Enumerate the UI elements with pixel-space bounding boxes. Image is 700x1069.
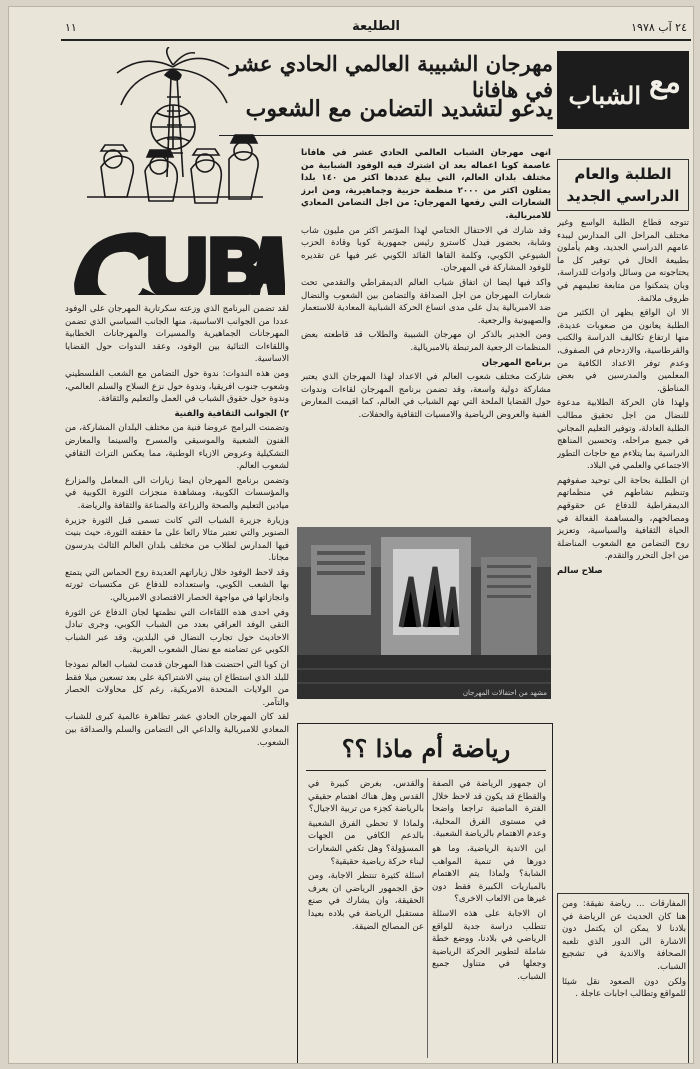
riyada-column-left	[308, 778, 424, 1060]
section-word-shabab: الشباب	[568, 81, 641, 110]
festival-illustration	[61, 47, 285, 295]
photo-caption: مشهد من احتفالات المهرجان	[462, 689, 547, 697]
main-article-paragraph: ومن الجدير بالذكر ان مهرجان الشبيبة والطلاب قد قاطعته بعض المنظمات الرجعية المرتبطة بالامبريالية.	[301, 330, 551, 353]
side-article-byline: صلاح سالم	[557, 566, 603, 577]
riyada-paragraph: اسئلة كثيرة تنتظر الاجابة، ومن حق الجمهور الرياضي ان يعرف الحقيقة، وان يشارك في صنع مستقبل الرياضة في بلاده بعيدا عن المصالح الضيقة.	[308, 871, 424, 932]
publication-name: الطليعة	[352, 19, 400, 34]
side-box-mufaraqat	[557, 893, 689, 1064]
running-head	[61, 17, 691, 41]
issue-date: ٢٤ آب ١٩٧٨	[631, 21, 687, 34]
side-article-paragraph: ولهذا فان الحركة الطلابية مدعوة للنضال من اجل تحقيق مطالب الطلبة العادلة، وتوفير التعليم المجاني في جميع مراحله، وتحسين المناهج الدراسية بما يتلاءم مع حاجات التطور الاجتماعي والعلمي في البلاد.	[557, 398, 689, 472]
riyada-rule	[306, 770, 546, 771]
main-article-paragraph: وزيارة جزيرة الشباب التي كانت تسمى قبل الثورة جزيرة الصنوبر والتي تعتبر مثالا رائعا على ما حققته الثورة، حيث بنيت فيها المدارس لطلاب من مختلف بلدان العالم الثالث يدرسون مجانا.	[65, 515, 289, 564]
riyada-paragraph: اين الاندية الرياضية، وما هو دورها في تنمية المواهب الشابة؟ ولماذا يتم الاهتمام بالمباريات الكبيرة فقط دون غيرها من الالعاب الاخرى؟	[432, 843, 546, 905]
main-article-subheading: ٢) الجوانب الثقافية والفنية	[174, 408, 289, 419]
main-article-paragraph: وقد لاحظ الوفود خلال زياراتهم العديدة روح الحماس التي يتمتع بها الشعب الكوبي، واستعداده للدفاع عن مكتسبات ثورته وانجازاتها في مواجهة الحصار الاقتصادي الامبريالي.	[65, 567, 289, 604]
main-article-paragraph: وتضمنت البرامج عروضا فنية من مختلف البلدان المشاركة، من الفنون الشعبية والموسيقى والمسرح والسينما والمعارض التشكيلية وعروض الازياء الوطنية، مما يعكس التراث الثقافي لشعوب العالم.	[65, 423, 289, 472]
main-article-mid-column	[301, 147, 551, 509]
main-article-left-column	[65, 303, 289, 1064]
festival-photo	[297, 527, 551, 699]
side-box-paragraph: ولكن دون الصعود نقل شيئا للمواقع وتطالب اجابات عاجلة .	[562, 976, 686, 1000]
riyada-box	[297, 723, 553, 1064]
riyada-paragraph: ان جمهور الرياضة في الصفة والقطاع قد يكون قد لاحظ خلال الفترة الماضية تراجعا واضحا في مستوى الفرق المحلية، وعدم الاهتمام بالرياضة الشعبية.	[432, 779, 546, 840]
main-article-paragraph: وتضمن برنامج المهرجان ايضا زيارات الى المعامل والمزارع والمؤسسات الكوبية، ومشاهدة منجزات الثورة الكوبية في ميادين التعليم والصحة والزراعة والصناعة والثقافة والرياضة.	[65, 475, 289, 511]
main-subheadline: يدعو لتشديد التضامن مع الشعوب	[245, 96, 553, 122]
side-article-column	[557, 217, 689, 899]
riyada-paragraph: والقدس، بغرض كبيرة في القدس وهل هناك اهتمام حقيقي بالرياضة كجزء من تربية الاجيال؟	[308, 779, 424, 815]
side-box-paragraph: المفارقات ... رياضة نفيقة: ومن هنا كان الحديث عن الرياضة في بلادنا لا يمكن ان يكتمل دون الاشارة الى الدور الذي تلعبه الصحافة والاندية في تشجيع الشباب.	[562, 899, 686, 972]
riyada-paragraph: ان الاجابة على هذه الاسئلة تتطلب دراسة جدية للواقع الرياضي في بلادنا، ووضع خطة شاملة لتطوير الحركة الرياضية وجعلها في متناول جميع الشباب.	[432, 908, 546, 982]
side-article-title: الطلبة والعام الدراسي الجديد	[557, 159, 689, 211]
main-article-paragraph: وقد شارك في الاحتفال الختامي لهذا المؤتمر اكثر من مليون شاب وشابة، بحضور فيدل كاسترو رئيس جمهورية كوبا وقادة الحزب الشيوعي الكوبي، وكلمة القاها القائد الكوبي عبر فيها عن تقديره للوفود المشاركة في المهرجان.	[301, 225, 551, 274]
riyada-paragraph: ولماذا لا تحظى الفرق الشعبية بالدعم الكافي من الجهات المسؤولة؟ وهل تكفي الشعارات لبناء حركة رياضية حقيقية؟	[308, 818, 424, 867]
side-box-text	[562, 898, 686, 1062]
main-article-paragraph: ان كوبا التي احتضنت هذا المهرجان قدمت لشباب العالم نموذجا للبلد الذي استطاع ان يبني الاشتراكية على بعد تسعين ميلا فقط من الولايات المتحدة الامريكية، رغم كل محاولات الحصار والتآمر.	[65, 660, 289, 708]
section-badge	[557, 51, 689, 129]
main-article-paragraph: لقد تضمن البرنامج الذي وزعته سكرتارية المهرجان على الوفود عددا من الجوانب الاساسية، منها الجانب السياسي الذي تضمن المهرجانات الجماهيرية والمسيرات والمهرجانات الخطابية واللقاءات الثنائية بين الوفود، وعقد الندوات حول القضايا الاساسية.	[65, 304, 289, 365]
main-article-intro: انهى مهرجان الشباب العالمي الحادي عشر في هافانا عاصمة كوبا اعماله بعد ان اشترك فيه الوفود الشبابية من مختلف بلدان العالم، التي يبلغ عددها اكثر من ١٤٠ بلدا يمثلون اكثر من ٢٠٠٠ منظمة حزبية وجماهيرية، ومن ابرز الشعارات التي رفعها المهرجان: من اجل التضامن المعادي للامبريالية.	[301, 148, 551, 221]
side-article-paragraph: ان الطلبة بحاجة الى توحيد صفوفهم وتنظيم نشاطهم في منظماتهم الديمقراطية للدفاع عن حقوقهم ومصالحهم، والمساهمة الفعالة في الحياة الثقافية والسياسية، وتعزيز روح التضامن مع الشعوب المناضلة من اجل التحرر والتقدم.	[557, 475, 689, 562]
main-article-paragraph: شاركت مختلف شعوب العالم في الاعداد لهذا المهرجان الذي يعتبر مشاركة دولية واسعة، وقد تضمن برنامج المهرجان لقاءات وندوات حول القضايا الملحة التي تهم الشباب في العالم، كما اقيمت المعارض الفنية والعروض الرياضية والامسيات الثقافية والحفلات.	[301, 372, 551, 420]
side-article-paragraph: الا ان الواقع يظهر ان الكثير من الطلبة يعانون من صعوبات عديدة، منها ارتفاع تكاليف الدراسة والكتب والقرطاسية، والازدحام في الصفوف، وعدم توفر الاعداد الكافية من المعلمين والمدرسين في بعض المناطق.	[557, 308, 689, 394]
section-word-ma: مع	[648, 65, 681, 100]
riyada-column-divider	[427, 778, 428, 1058]
riyada-title: رياضة أم ماذا ؟؟	[341, 734, 511, 763]
main-article-paragraph: لقد كان المهرجان الحادي عشر تظاهرة عالمية كبرى للشباب المعادي للامبريالية والداعي الى التضامن والسلم والصداقة بين الشعوب.	[65, 712, 289, 748]
main-article-subheading: برنامج المهرجان	[481, 357, 551, 368]
main-article-paragraph: وفي احدى هذه اللقاءات التي نظمتها لجان الدفاع عن الثورة التقى الوفد العراقي بعدد من الشباب الكوبي، وجرى تبادل الاحاديث حول تجارب النضال في البلدين، وقد عبر الشباب الكوبي عن تضامنه مع نضال الشعوب العربية.	[65, 607, 289, 656]
page-number: ١١	[65, 21, 77, 34]
main-article-paragraph: ومن هذه الندوات: ندوة حول التضامن مع الشعب الفلسطيني وشعوب جنوب افريقيا، وندوة حول نزع السلاح والسلم العالمي، وندوة حول حقوق الشباب في العمل والتعليم والثقافة.	[65, 368, 289, 405]
main-article-paragraph: واكد فيها ايضا ان اتفاق شباب العالم الديمقراطي والتقدمي تحت شعارات المهرجان من اجل الصداقة والتضامن بين الشعوب والنضال ضد الامبريالية يدل على مدى اتساع الحركة الشبابية المعادية للاستعمار والصهيونية والرجعية.	[301, 277, 551, 326]
main-headline: مهرجان الشبيبة العالمي الحادي عشر في هافانا	[229, 51, 553, 102]
newspaper-page	[8, 6, 694, 1064]
riyada-column-right	[432, 778, 546, 1060]
side-article-paragraph: تتوجه قطاع الطلبة الواسع وغير مختلف المراحل الى المدارس ليبدء عامهم الدراسي الجديد، وهم يأملون بطبيعة الحال في توفير كل ما يحتاجونه من وسائل وادوات للدراسة، وبان يتمكنوا من متابعة تعليمهم في ظروف ملائمة.	[557, 218, 689, 304]
